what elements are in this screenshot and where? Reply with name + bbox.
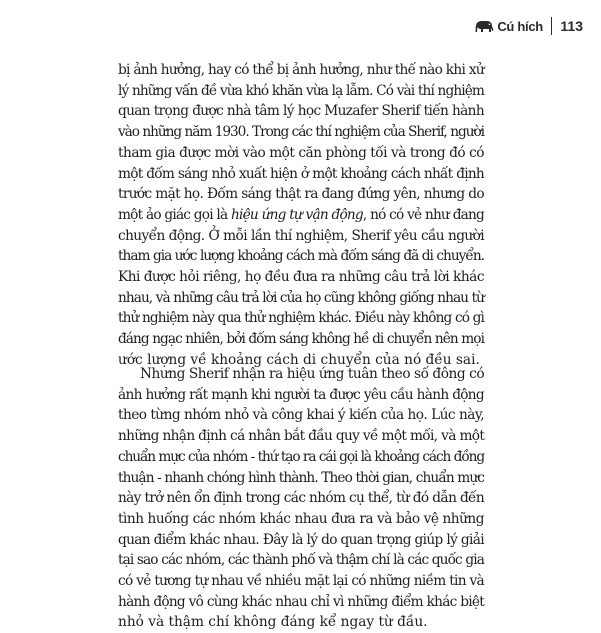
- text-line: những nhận định cá nhân bắt đầu quy về một mối, và một: [118, 428, 485, 445]
- text-line: bị ảnh hưởng, hay có thể bị ảnh hưởng, như thế nào khi xử: [118, 62, 484, 78]
- header-divider: [551, 17, 553, 35]
- text-line: quan trọng được nhà tâm lý học Muzafer Sherif tiến hành: [118, 103, 484, 120]
- text-line: lý những vấn đề vừa khó khăn vừa lạ lẫm. Có vài thí nghiệm: [118, 82, 484, 99]
- text-line: tại sao các nhóm, các thành phố và thậm chí là các quốc gia: [118, 552, 484, 569]
- text-line: một đốm sáng nhỏ xuất hiện ở một khoảng cách nhất định: [118, 165, 484, 182]
- text-segment: , nó có vẻ như đang: [362, 206, 484, 223]
- text-line: theo từng nhóm nhỏ và công khai ý kiến của họ. Lúc này,: [118, 407, 484, 424]
- text-line: tham gia ước lượng khoảng cách mà đốm sáng đã di chuyển.: [118, 248, 484, 265]
- text-line: này trở nên ổn định trong các nhóm cụ thể, từ đó dẫn đến: [118, 490, 484, 507]
- text-line: Nhưng Sherif nhận ra hiệu ứng tuân theo số đông có: [140, 366, 485, 382]
- brand-name: Cú hích: [497, 18, 543, 34]
- text-line: đáng ngạc nhiên, bởi đốm sáng không hề di chuyển nên mọi: [118, 331, 484, 348]
- text-line: Khi được hỏi riêng, họ đều đưa ra những câu trả lời khác: [118, 269, 484, 286]
- page-header: [474, 14, 583, 38]
- text-line: tình huống các nhóm khác nhau đưa ra và bảo vệ những: [118, 510, 484, 527]
- text-line: chuẩn mực của nhóm - thứ tạo ra cái gọi là khoảng cách đồng: [118, 448, 484, 465]
- text-line: nhỏ và thậm chí không đáng kể ngay từ đầu.: [118, 614, 428, 631]
- brand-logo: [474, 19, 543, 34]
- text-line: chuyển động. Ở mỗi lần thí nghiệm, Sherif yêu cầu người: [118, 227, 484, 244]
- text-line: thuận - nhanh chóng hình thành. Theo thời gian, chuẩn mực: [118, 469, 484, 486]
- paragraph-2: [118, 364, 484, 633]
- text-line: nhau, và những câu trả lời của họ cũng không giống nhau từ: [118, 289, 484, 306]
- text-line: trước mặt họ. Đốm sáng thật ra đang đứng yên, nhưng do: [118, 186, 484, 203]
- text-line: thử nghiệm này qua thử nghiệm khác. Điều này không có gì: [118, 310, 484, 327]
- text-line: có vẻ tương tự nhau về nhiều mặt lại có những niềm tin và: [118, 573, 484, 590]
- text-segment: một ảo giác gọi là: [118, 206, 232, 223]
- elephant-icon: [474, 20, 494, 33]
- text-line-with-italic: [118, 205, 484, 226]
- text-line: quan điểm khác nhau. Đây là lý do quan trọng giúp lý giải: [118, 531, 484, 548]
- paragraph-1: [118, 60, 484, 371]
- text-line: vào những năm 1930. Trong các thí nghiệm của Sherif, người: [118, 124, 484, 141]
- text-line: tham gia được mời vào một căn phòng tối và trong đó có: [118, 144, 484, 161]
- text-line: ảnh hưởng rất mạnh khi người ta được yêu cầu hành động: [118, 386, 484, 403]
- page-number: 113: [560, 18, 583, 34]
- italic-term: hiệu ứng tự vận động: [231, 206, 363, 223]
- text-line: ước lượng về khoảng cách di chuyển của nó đều sai.: [118, 351, 480, 368]
- text-line: hành động vô cùng khác nhau chỉ vì những điểm khác biệt: [118, 593, 484, 610]
